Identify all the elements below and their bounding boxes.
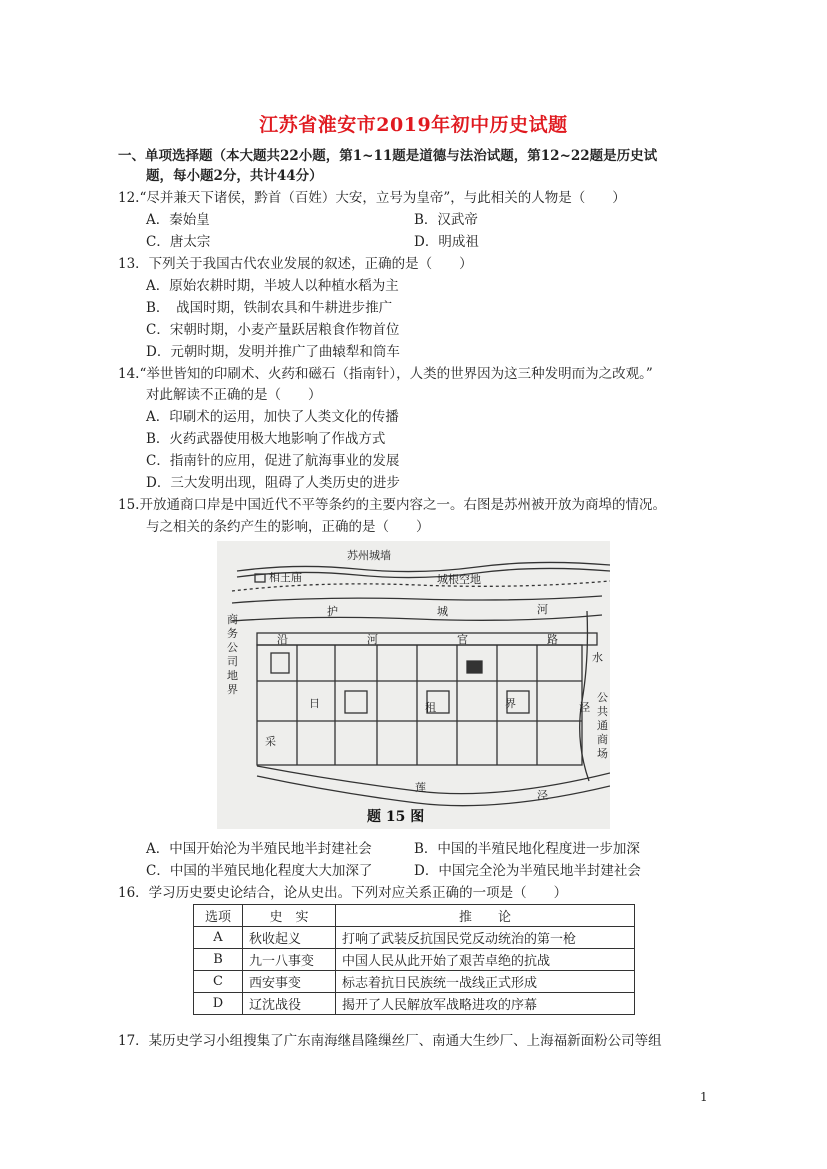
q16-stem: 16．学习历史要史论结合，论从史出。下列对应关系正确的一项是（ ） — [118, 885, 568, 901]
map-label-city-wall: 苏州城墙 — [347, 549, 391, 562]
table-cell-inference: 标志着抗日民族统一战线正式形成 — [336, 971, 635, 993]
map-label-moat-3: 河 — [537, 603, 548, 616]
q14-stem-line2: 对此解读不正确的是（ ） — [146, 387, 322, 403]
map-label-left-5: 地 — [227, 669, 238, 682]
map-label-road-1: 沿 — [277, 633, 288, 646]
table-cell-fact: 辽沈战役 — [243, 993, 336, 1015]
map-label-zu: 租 — [425, 701, 436, 714]
section-heading-line2: 题，每小题2分，共计44分） — [146, 168, 323, 184]
q14-option-d: D．三大发明出现，阻碍了人类历史的进步 — [146, 475, 400, 491]
q12-stem: 12.“尽并兼天下诸侯，黔首（百姓）大安，立号为皇帝”，与此相关的人物是（ ） — [118, 190, 626, 206]
moat-north-bank — [232, 596, 602, 603]
table-row — [194, 971, 635, 993]
suzhou-map — [217, 541, 610, 829]
table-cell-option: C — [194, 971, 243, 993]
map-label-jing-top: 泾 — [579, 701, 590, 714]
q14-option-b: B．火药武器使用极大地影响了作战方式 — [146, 431, 386, 447]
map-label-right-4: 商 — [597, 733, 608, 746]
q14-stem-line1: 14.“举世皆知的印刷术、火药和磁石（指南针），人类的世界因为这三种发明而为之改观。” — [118, 366, 653, 382]
map-label-water: 水 — [592, 651, 603, 664]
map-label-jing-bottom: 泾 — [537, 789, 548, 802]
map-label-moat-2: 城 — [437, 605, 448, 618]
table-cell-fact: 西安事变 — [243, 971, 336, 993]
map-label-left-1: 商 — [227, 613, 238, 626]
map-label-right-1: 公 — [597, 691, 608, 704]
q13-option-b: B． 战国时期，铁制农具和牛耕进步推广 — [146, 300, 393, 316]
map-label-right-5: 场 — [597, 747, 608, 760]
map-label-cai: 采 — [265, 735, 276, 748]
map-label-moat-1: 护 — [327, 605, 338, 618]
riverside-road — [257, 633, 597, 645]
table-cell-fact: 秋收起义 — [243, 927, 336, 949]
table-row — [194, 993, 635, 1015]
map-label-jie: 界 — [505, 697, 516, 710]
q15-option-d: D．中国完全沦为半殖民地半封建社会 — [414, 863, 641, 879]
q15-stem-line2: 与之相关的条约产生的影响，正确的是（ ） — [146, 519, 430, 535]
table-cell-option: D — [194, 993, 243, 1015]
q17-stem: 17．某历史学习小组搜集了广东南海继昌隆缫丝厂、南通大生纱厂、上海福新面粉公司等组 — [118, 1033, 662, 1049]
map-label-empty-land: 城根空地 — [437, 573, 481, 586]
q15-stem-line1: 15.开放通商口岸是中国近代不平等条约的主要内容之一。右图是苏州被开放为商埠的情况。 — [118, 497, 666, 513]
map-label-left-2: 务 — [227, 627, 238, 640]
table-header-option: 选项 — [194, 905, 243, 927]
settlement-grid — [257, 645, 582, 765]
q16-table — [193, 904, 635, 1015]
map-label-left-3: 公 — [227, 641, 238, 654]
table-header-fact: 史 实 — [243, 905, 336, 927]
q15-map-figure — [217, 541, 610, 829]
q14-option-a: A．印刷术的运用，加快了人类文化的传播 — [146, 409, 399, 425]
table-cell-inference: 中国人民从此开始了艰苦卓绝的抗战 — [336, 949, 635, 971]
table-cell-option: A — [194, 927, 243, 949]
table-row — [194, 927, 635, 949]
q13-option-a: A．原始农耕时期，半坡人以种植水稻为主 — [146, 278, 399, 294]
page-title: 江苏省淮安市2019年初中历史试题 — [259, 114, 568, 136]
table-cell-inference: 打响了武装反抗国民党反动统治的第一枪 — [336, 927, 635, 949]
map-label-lian: 莲 — [415, 781, 426, 794]
q13-option-c: C．宋朝时期，小麦产量跃居粮食作物首位 — [146, 322, 400, 338]
q12-option-b: B．汉武帝 — [414, 212, 478, 228]
q13-stem: 13．下列关于我国古代农业发展的叙述，正确的是（ ） — [118, 256, 473, 272]
map-label-right-3: 通 — [597, 719, 608, 732]
map-label-road-4: 路 — [547, 633, 558, 646]
southern-river — [257, 766, 610, 794]
q12-option-d: D．明成祖 — [414, 234, 479, 250]
map-label-left-6: 界 — [227, 683, 238, 696]
map-label-road-3: 官 — [457, 633, 468, 646]
q12-option-a: A．秦始皇 — [146, 212, 210, 228]
map-label-ri: 日 — [309, 697, 320, 710]
q15-option-a: A．中国开始沦为半殖民地半封建社会 — [146, 841, 372, 857]
q15-option-c: C．中国的半殖民地化程度大大加深了 — [146, 863, 373, 879]
southern-river-bank — [257, 776, 610, 806]
map-label-temple: 相王庙 — [269, 571, 302, 584]
map-label-road-2: 河 — [367, 633, 378, 646]
page-number: 1 — [700, 1090, 708, 1104]
table-cell-fact: 九一八事变 — [243, 949, 336, 971]
section-heading-line1: 一、单项选择题（本大题共22小题，第1~11题是道德与法治试题，第12~22题是历史试 — [118, 148, 658, 164]
creek — [580, 611, 589, 781]
table-header-inference: 推 论 — [336, 905, 635, 927]
q14-option-c: C．指南针的应用，促进了航海事业的发展 — [146, 453, 400, 469]
table-cell-option: B — [194, 949, 243, 971]
q13-option-d: D．元朝时期，发明并推广了曲辕犁和筒车 — [146, 344, 400, 360]
table-header-row — [194, 905, 635, 927]
map-label-right-2: 共 — [597, 705, 608, 718]
map-caption: 题 15 图 — [367, 809, 425, 825]
map-label-left-4: 司 — [227, 655, 238, 668]
q12-option-c: C．唐太宗 — [146, 234, 211, 250]
table-cell-inference: 揭开了人民解放军战略进攻的序幕 — [336, 993, 635, 1015]
table-row — [194, 949, 635, 971]
q15-option-b: B．中国的半殖民地化程度进一步加深 — [414, 841, 640, 857]
